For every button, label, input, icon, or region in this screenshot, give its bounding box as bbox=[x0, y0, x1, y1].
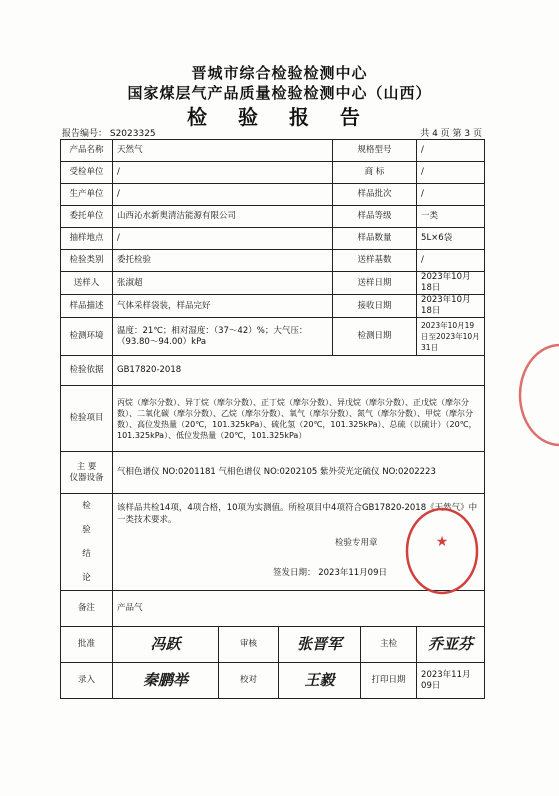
chief-signature: 乔亚芬 bbox=[417, 627, 485, 663]
table-row bbox=[61, 162, 485, 184]
entry-signature: 秦鹏举 bbox=[113, 663, 219, 699]
send-date-label: 送样日期 bbox=[333, 272, 417, 295]
sender-label: 送样人 bbox=[61, 272, 113, 295]
test-date-label: 检测日期 bbox=[333, 318, 417, 356]
trademark-value: / bbox=[417, 162, 485, 184]
basis-label: 检验依据 bbox=[61, 356, 113, 386]
product-name-label: 产品名称 bbox=[61, 140, 113, 162]
base-value: / bbox=[417, 250, 485, 272]
table-row bbox=[61, 295, 485, 318]
env-value: 温度：21℃；相对湿度：（37～42）%；大气压：（93.80～94.00）kPa bbox=[113, 318, 333, 356]
table-row bbox=[61, 318, 485, 356]
equip-label bbox=[61, 452, 113, 494]
report-number: 报告编号： S2023325 bbox=[62, 129, 156, 139]
seal-star-icon: ★ bbox=[435, 534, 449, 550]
test-date-value: 2023年10月19日至2023年10月31日 bbox=[417, 318, 485, 356]
equip-label-line1: 主 要 bbox=[76, 461, 97, 472]
inspected-unit-value: / bbox=[113, 162, 333, 184]
grade-value: 一类 bbox=[417, 206, 485, 228]
issue-date bbox=[273, 568, 387, 579]
trademark-label: 商 标 bbox=[333, 162, 417, 184]
conclusion-char: 检 bbox=[82, 501, 91, 511]
table-row bbox=[61, 184, 485, 206]
report-table bbox=[60, 139, 485, 699]
review-label: 审核 bbox=[219, 627, 279, 663]
desc-value: 气体采样袋装，样品完好 bbox=[113, 295, 333, 318]
producer-value: / bbox=[113, 184, 333, 206]
proof-label: 校对 bbox=[219, 663, 279, 699]
send-date-value: 2023年10月18日 bbox=[417, 272, 485, 295]
base-label: 送样基数 bbox=[333, 250, 417, 272]
table-row bbox=[61, 663, 485, 699]
conclusion-value: 该样品共检14项，4项合格，10项为实测值。所检项目中4项符合GB17820-2018《天然气》中一类技术要求。 bbox=[117, 503, 478, 525]
page-info: 共 4 页 第 3 页 bbox=[420, 129, 482, 139]
sampling-site-label: 抽样地点 bbox=[61, 228, 113, 250]
approve-signature: 冯跃 bbox=[113, 627, 219, 663]
org-name-line1: 晋城市综合检验检测中心 bbox=[191, 64, 368, 82]
basis-value: GB17820-2018 bbox=[113, 356, 485, 386]
issue-date-label: 签发日期： bbox=[273, 568, 316, 578]
remark-label: 备注 bbox=[61, 591, 113, 627]
table-row bbox=[61, 591, 485, 627]
approve-label: 批准 bbox=[61, 627, 113, 663]
table-row bbox=[61, 356, 485, 386]
table-row bbox=[61, 494, 485, 591]
table-row bbox=[61, 627, 485, 663]
review-signature: 张晋军 bbox=[279, 627, 361, 663]
client-label: 委托单位 bbox=[61, 206, 113, 228]
chief-label: 主检 bbox=[361, 627, 417, 663]
margin-seal-stamp bbox=[516, 340, 559, 450]
issue-date-value: 2023年11月09日 bbox=[318, 568, 387, 578]
margin-seal-ring bbox=[520, 345, 559, 445]
table-row bbox=[61, 386, 485, 452]
spec-label: 规格型号 bbox=[333, 140, 417, 162]
table-row bbox=[61, 452, 485, 494]
print-date-value: 2023年11月09日 bbox=[417, 663, 485, 699]
table-row bbox=[61, 250, 485, 272]
test-type-label: 检验类别 bbox=[61, 250, 113, 272]
recv-date-value: 2023年10月18日 bbox=[417, 295, 485, 318]
client-value: 山西沁水新奥清洁能源有限公司 bbox=[113, 206, 333, 228]
recv-date-label: 接收日期 bbox=[333, 295, 417, 318]
conclusion-char: 论 bbox=[82, 573, 91, 583]
conclusion-char: 结 bbox=[82, 549, 91, 559]
proof-signature: 王毅 bbox=[279, 663, 361, 699]
sender-value: 张淑超 bbox=[113, 272, 333, 295]
sampling-site-value: / bbox=[113, 228, 333, 250]
quantity-label: 样品数量 bbox=[333, 228, 417, 250]
table-row bbox=[61, 140, 485, 162]
table-row bbox=[61, 272, 485, 295]
conclusion-label bbox=[61, 494, 113, 591]
report-meta bbox=[62, 126, 482, 140]
grade-label: 样品等级 bbox=[333, 206, 417, 228]
inspected-unit-label: 受检单位 bbox=[61, 162, 113, 184]
entry-label: 录入 bbox=[61, 663, 113, 699]
product-name-value: 天然气 bbox=[113, 140, 333, 162]
report-title: 检 验 报 告 bbox=[187, 105, 372, 129]
quantity-value: 5L×6袋 bbox=[417, 228, 485, 250]
desc-label: 样品描述 bbox=[61, 295, 113, 318]
test-type-value: 委托检验 bbox=[113, 250, 333, 272]
table-row bbox=[61, 228, 485, 250]
table-row bbox=[61, 206, 485, 228]
remark-value: 产品气 bbox=[113, 591, 485, 627]
equip-label-line2: 仪器设备 bbox=[69, 472, 104, 483]
print-date-label: 打印日期 bbox=[361, 663, 417, 699]
spec-value: / bbox=[417, 140, 485, 162]
env-label: 检测环境 bbox=[61, 318, 113, 356]
items-value: 丙烷（摩尔分数）、异丁烷（摩尔分数）、正丁烷（摩尔分数）、异戊烷（摩尔分数）、正戊烷（摩尔分数）、二氧化碳（摩尔分数）、乙烷（摩尔分数）、氧气（摩尔分数）、氮气（摩尔分数）、甲烷（摩尔分数）、高位发热量（20℃，101.325kPa）、硫化氢（20℃，101.325kPa）、总硫（以硫计）（20℃，101.325kPa）、低位发热量（20℃，101.325kPa） bbox=[113, 386, 485, 452]
batch-value: / bbox=[417, 184, 485, 206]
producer-label: 生产单位 bbox=[61, 184, 113, 206]
equip-value: 气相色谱仪 NO:0201181 气相色谱仪 NO:0202105 紫外荧光定硫仪 NO:0202223 bbox=[113, 452, 485, 494]
conclusion-cell bbox=[113, 494, 485, 591]
batch-label: 样品批次 bbox=[333, 184, 417, 206]
seal-note: 检验专用章 bbox=[335, 538, 378, 548]
org-name-line2: 国家煤层气产品质量检验检测中心（山西） bbox=[127, 84, 432, 102]
conclusion-char: 验 bbox=[82, 525, 91, 535]
items-label: 检验项目 bbox=[61, 386, 113, 452]
